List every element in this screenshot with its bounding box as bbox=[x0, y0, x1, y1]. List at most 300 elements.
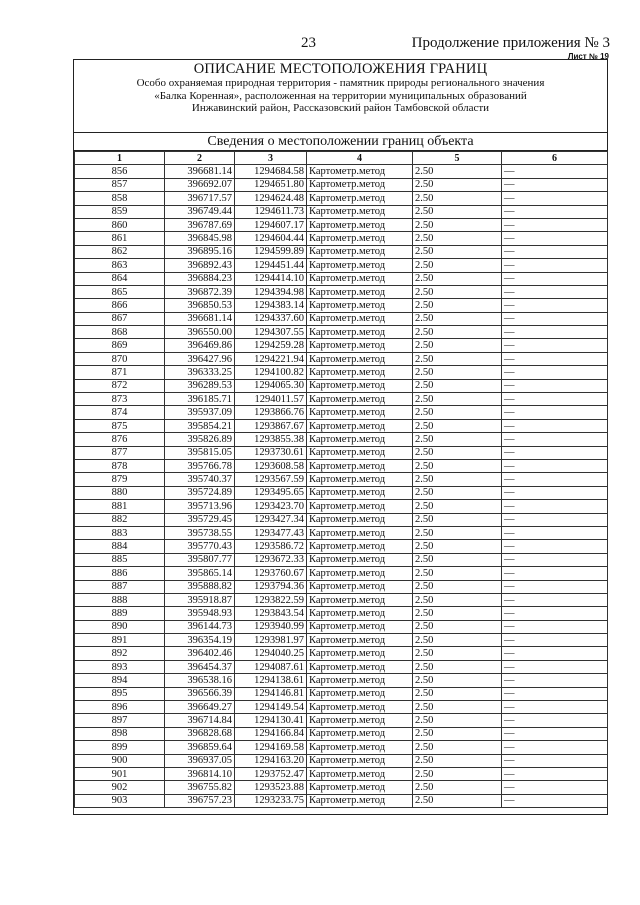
document-frame bbox=[73, 59, 608, 815]
point-number-cell: 875 bbox=[75, 419, 165, 432]
table-row bbox=[75, 526, 608, 539]
description-cell: — bbox=[502, 272, 608, 285]
y-coordinate-cell: 1293730.61 bbox=[235, 446, 307, 459]
accuracy-cell: 2.50 bbox=[413, 285, 502, 298]
y-coordinate-cell: 1293855.38 bbox=[235, 433, 307, 446]
x-coordinate-cell: 396333.25 bbox=[165, 366, 235, 379]
table-row bbox=[75, 379, 608, 392]
method-cell: Картометр.метод bbox=[307, 473, 413, 486]
y-coordinate-cell: 1294604.44 bbox=[235, 232, 307, 245]
point-number-cell: 879 bbox=[75, 473, 165, 486]
x-coordinate-cell: 395724.89 bbox=[165, 486, 235, 499]
x-coordinate-cell: 395854.21 bbox=[165, 419, 235, 432]
method-cell: Картометр.метод bbox=[307, 660, 413, 673]
accuracy-cell: 2.50 bbox=[413, 500, 502, 513]
description-cell: — bbox=[502, 741, 608, 754]
x-coordinate-cell: 396538.16 bbox=[165, 674, 235, 687]
y-coordinate-cell: 1294169.58 bbox=[235, 741, 307, 754]
x-coordinate-cell: 396289.53 bbox=[165, 379, 235, 392]
x-coordinate-cell: 395729.45 bbox=[165, 513, 235, 526]
y-coordinate-cell: 1294149.54 bbox=[235, 701, 307, 714]
coordinates-table bbox=[74, 151, 608, 808]
accuracy-cell: 2.50 bbox=[413, 607, 502, 620]
description-cell: — bbox=[502, 339, 608, 352]
description-cell: — bbox=[502, 406, 608, 419]
x-coordinate-cell: 395948.93 bbox=[165, 607, 235, 620]
method-cell: Картометр.метод bbox=[307, 794, 413, 807]
y-coordinate-cell: 1294065.30 bbox=[235, 379, 307, 392]
method-cell: Картометр.метод bbox=[307, 500, 413, 513]
point-number-cell: 874 bbox=[75, 406, 165, 419]
table-row bbox=[75, 767, 608, 780]
method-cell: Картометр.метод bbox=[307, 218, 413, 231]
method-cell: Картометр.метод bbox=[307, 192, 413, 205]
x-coordinate-cell: 395807.77 bbox=[165, 553, 235, 566]
method-cell: Картометр.метод bbox=[307, 754, 413, 767]
description-cell: — bbox=[502, 580, 608, 593]
description-cell: — bbox=[502, 647, 608, 660]
point-number-cell: 894 bbox=[75, 674, 165, 687]
point-number-cell: 867 bbox=[75, 312, 165, 325]
point-number-cell: 858 bbox=[75, 192, 165, 205]
accuracy-cell: 2.50 bbox=[413, 339, 502, 352]
y-coordinate-cell: 1293866.76 bbox=[235, 406, 307, 419]
point-number-cell: 883 bbox=[75, 526, 165, 539]
table-row bbox=[75, 647, 608, 660]
x-coordinate-cell: 396937.05 bbox=[165, 754, 235, 767]
y-coordinate-cell: 1294166.84 bbox=[235, 727, 307, 740]
point-number-cell: 892 bbox=[75, 647, 165, 660]
accuracy-cell: 2.50 bbox=[413, 205, 502, 218]
accuracy-cell: 2.50 bbox=[413, 567, 502, 580]
point-number-cell: 886 bbox=[75, 567, 165, 580]
point-number-cell: 891 bbox=[75, 634, 165, 647]
table-row bbox=[75, 393, 608, 406]
method-cell: Картометр.метод bbox=[307, 620, 413, 633]
x-coordinate-cell: 396144.73 bbox=[165, 620, 235, 633]
method-cell: Картометр.метод bbox=[307, 406, 413, 419]
table-row bbox=[75, 326, 608, 339]
description-cell: — bbox=[502, 218, 608, 231]
point-number-cell: 887 bbox=[75, 580, 165, 593]
table-row bbox=[75, 285, 608, 298]
point-number-cell: 898 bbox=[75, 727, 165, 740]
point-number-cell: 888 bbox=[75, 593, 165, 606]
table-row bbox=[75, 714, 608, 727]
method-cell: Картометр.метод bbox=[307, 245, 413, 258]
table-row bbox=[75, 245, 608, 258]
table-row bbox=[75, 446, 608, 459]
point-number-cell: 857 bbox=[75, 178, 165, 191]
column-header: 3 bbox=[235, 152, 307, 165]
x-coordinate-cell: 396872.39 bbox=[165, 285, 235, 298]
page-number: 23 bbox=[301, 35, 316, 51]
point-number-cell: 868 bbox=[75, 326, 165, 339]
point-number-cell: 877 bbox=[75, 446, 165, 459]
description-cell: — bbox=[502, 419, 608, 432]
description-line-2: «Балка Коренная», расположенная на территории муниципальных образований bbox=[154, 89, 527, 102]
accuracy-cell: 2.50 bbox=[413, 393, 502, 406]
table-row bbox=[75, 339, 608, 352]
point-number-cell: 872 bbox=[75, 379, 165, 392]
x-coordinate-cell: 396550.00 bbox=[165, 326, 235, 339]
table-row bbox=[75, 580, 608, 593]
y-coordinate-cell: 1294414.10 bbox=[235, 272, 307, 285]
y-coordinate-cell: 1293523.88 bbox=[235, 781, 307, 794]
description-cell: — bbox=[502, 620, 608, 633]
point-number-cell: 871 bbox=[75, 366, 165, 379]
y-coordinate-cell: 1293760.67 bbox=[235, 567, 307, 580]
x-coordinate-cell: 396892.43 bbox=[165, 259, 235, 272]
y-coordinate-cell: 1294146.81 bbox=[235, 687, 307, 700]
accuracy-cell: 2.50 bbox=[413, 767, 502, 780]
y-coordinate-cell: 1294651.80 bbox=[235, 178, 307, 191]
description-cell: — bbox=[502, 781, 608, 794]
x-coordinate-cell: 395937.09 bbox=[165, 406, 235, 419]
x-coordinate-cell: 395815.05 bbox=[165, 446, 235, 459]
accuracy-cell: 2.50 bbox=[413, 701, 502, 714]
accuracy-cell: 2.50 bbox=[413, 540, 502, 553]
accuracy-cell: 2.50 bbox=[413, 727, 502, 740]
description-cell: — bbox=[502, 473, 608, 486]
method-cell: Картометр.метод bbox=[307, 593, 413, 606]
y-coordinate-cell: 1294040.25 bbox=[235, 647, 307, 660]
x-coordinate-cell: 396469.86 bbox=[165, 339, 235, 352]
description-line-3: Инжавинский район, Рассказовский район Тамбовской области bbox=[191, 102, 490, 114]
table-row bbox=[75, 178, 608, 191]
y-coordinate-cell: 1293843.54 bbox=[235, 607, 307, 620]
table-row bbox=[75, 634, 608, 647]
table-row bbox=[75, 165, 608, 178]
column-header: 5 bbox=[413, 152, 502, 165]
point-number-cell: 861 bbox=[75, 232, 165, 245]
accuracy-cell: 2.50 bbox=[413, 660, 502, 673]
point-number-cell: 863 bbox=[75, 259, 165, 272]
table-row bbox=[75, 366, 608, 379]
x-coordinate-cell: 396895.16 bbox=[165, 245, 235, 258]
table-row bbox=[75, 553, 608, 566]
point-number-cell: 880 bbox=[75, 486, 165, 499]
description-cell: — bbox=[502, 526, 608, 539]
y-coordinate-cell: 1293794.36 bbox=[235, 580, 307, 593]
method-cell: Картометр.метод bbox=[307, 727, 413, 740]
point-number-cell: 881 bbox=[75, 500, 165, 513]
sheet-number: Лист № 19 bbox=[567, 52, 609, 61]
y-coordinate-cell: 1293822.59 bbox=[235, 593, 307, 606]
point-number-cell: 865 bbox=[75, 285, 165, 298]
description-line-1: Особо охраняемая природная территория - памятник природы регионального значения bbox=[136, 77, 545, 89]
y-coordinate-cell: 1293427.34 bbox=[235, 513, 307, 526]
description-cell: — bbox=[502, 607, 608, 620]
point-number-cell: 890 bbox=[75, 620, 165, 633]
method-cell: Картометр.метод bbox=[307, 366, 413, 379]
accuracy-cell: 2.50 bbox=[413, 245, 502, 258]
description-cell: — bbox=[502, 352, 608, 365]
method-cell: Картометр.метод bbox=[307, 580, 413, 593]
table-header-row bbox=[75, 152, 608, 165]
x-coordinate-cell: 396566.39 bbox=[165, 687, 235, 700]
x-coordinate-cell: 395918.87 bbox=[165, 593, 235, 606]
accuracy-cell: 2.50 bbox=[413, 714, 502, 727]
table-row bbox=[75, 567, 608, 580]
y-coordinate-cell: 1293495.65 bbox=[235, 486, 307, 499]
description-cell: — bbox=[502, 593, 608, 606]
description-cell: — bbox=[502, 634, 608, 647]
method-cell: Картометр.метод bbox=[307, 299, 413, 312]
description-cell: — bbox=[502, 754, 608, 767]
method-cell: Картометр.метод bbox=[307, 674, 413, 687]
table-row bbox=[75, 352, 608, 365]
x-coordinate-cell: 396884.23 bbox=[165, 272, 235, 285]
description-cell: — bbox=[502, 165, 608, 178]
point-number-cell: 885 bbox=[75, 553, 165, 566]
description-cell: — bbox=[502, 366, 608, 379]
accuracy-cell: 2.50 bbox=[413, 259, 502, 272]
y-coordinate-cell: 1293477.43 bbox=[235, 526, 307, 539]
x-coordinate-cell: 396454.37 bbox=[165, 660, 235, 673]
x-coordinate-cell: 396427.96 bbox=[165, 352, 235, 365]
accuracy-cell: 2.50 bbox=[413, 459, 502, 472]
table-row bbox=[75, 500, 608, 513]
description-cell: — bbox=[502, 178, 608, 191]
table-row bbox=[75, 727, 608, 740]
x-coordinate-cell: 396354.19 bbox=[165, 634, 235, 647]
point-number-cell: 893 bbox=[75, 660, 165, 673]
x-coordinate-cell: 396714.84 bbox=[165, 714, 235, 727]
accuracy-cell: 2.50 bbox=[413, 687, 502, 700]
x-coordinate-cell: 396755.82 bbox=[165, 781, 235, 794]
y-coordinate-cell: 1294599.89 bbox=[235, 245, 307, 258]
accuracy-cell: 2.50 bbox=[413, 674, 502, 687]
method-cell: Картометр.метод bbox=[307, 781, 413, 794]
y-coordinate-cell: 1294138.61 bbox=[235, 674, 307, 687]
x-coordinate-cell: 396185.71 bbox=[165, 393, 235, 406]
table-row bbox=[75, 540, 608, 553]
section-title: Сведения о местоположении границ объекта bbox=[74, 133, 607, 151]
y-coordinate-cell: 1294130.41 bbox=[235, 714, 307, 727]
method-cell: Картометр.метод bbox=[307, 607, 413, 620]
description-cell: — bbox=[502, 486, 608, 499]
y-coordinate-cell: 1294307.55 bbox=[235, 326, 307, 339]
y-coordinate-cell: 1293752.47 bbox=[235, 767, 307, 780]
point-number-cell: 896 bbox=[75, 701, 165, 714]
y-coordinate-cell: 1294011.57 bbox=[235, 393, 307, 406]
table-body bbox=[75, 165, 608, 808]
accuracy-cell: 2.50 bbox=[413, 486, 502, 499]
point-number-cell: 856 bbox=[75, 165, 165, 178]
accuracy-cell: 2.50 bbox=[413, 299, 502, 312]
description-cell: — bbox=[502, 245, 608, 258]
method-cell: Картометр.метод bbox=[307, 553, 413, 566]
continuation-label: Продолжение приложения № 3 bbox=[411, 35, 610, 51]
table-row bbox=[75, 794, 608, 807]
point-number-cell: 859 bbox=[75, 205, 165, 218]
description-cell: — bbox=[502, 767, 608, 780]
accuracy-cell: 2.50 bbox=[413, 473, 502, 486]
y-coordinate-cell: 1294611.73 bbox=[235, 205, 307, 218]
point-number-cell: 864 bbox=[75, 272, 165, 285]
point-number-cell: 866 bbox=[75, 299, 165, 312]
point-number-cell: 873 bbox=[75, 393, 165, 406]
y-coordinate-cell: 1293867.67 bbox=[235, 419, 307, 432]
description-cell: — bbox=[502, 379, 608, 392]
method-cell: Картометр.метод bbox=[307, 647, 413, 660]
table-row bbox=[75, 620, 608, 633]
method-cell: Картометр.метод bbox=[307, 339, 413, 352]
accuracy-cell: 2.50 bbox=[413, 419, 502, 432]
point-number-cell: 897 bbox=[75, 714, 165, 727]
accuracy-cell: 2.50 bbox=[413, 192, 502, 205]
accuracy-cell: 2.50 bbox=[413, 593, 502, 606]
accuracy-cell: 2.50 bbox=[413, 366, 502, 379]
description-cell: — bbox=[502, 446, 608, 459]
y-coordinate-cell: 1294259.28 bbox=[235, 339, 307, 352]
accuracy-cell: 2.50 bbox=[413, 634, 502, 647]
x-coordinate-cell: 396859.64 bbox=[165, 741, 235, 754]
description-cell: — bbox=[502, 540, 608, 553]
accuracy-cell: 2.50 bbox=[413, 526, 502, 539]
accuracy-cell: 2.50 bbox=[413, 620, 502, 633]
method-cell: Картометр.метод bbox=[307, 767, 413, 780]
x-coordinate-cell: 395770.43 bbox=[165, 540, 235, 553]
point-number-cell: 899 bbox=[75, 741, 165, 754]
x-coordinate-cell: 396757.23 bbox=[165, 794, 235, 807]
accuracy-cell: 2.50 bbox=[413, 312, 502, 325]
y-coordinate-cell: 1294383.14 bbox=[235, 299, 307, 312]
y-coordinate-cell: 1294087.61 bbox=[235, 660, 307, 673]
point-number-cell: 860 bbox=[75, 218, 165, 231]
description-cell: — bbox=[502, 727, 608, 740]
y-coordinate-cell: 1293233.75 bbox=[235, 794, 307, 807]
table-row bbox=[75, 660, 608, 673]
table-row bbox=[75, 513, 608, 526]
description-cell: — bbox=[502, 567, 608, 580]
x-coordinate-cell: 396681.14 bbox=[165, 165, 235, 178]
table-row bbox=[75, 687, 608, 700]
description-cell: — bbox=[502, 285, 608, 298]
x-coordinate-cell: 395888.82 bbox=[165, 580, 235, 593]
table-row bbox=[75, 459, 608, 472]
point-number-cell: 869 bbox=[75, 339, 165, 352]
table-row bbox=[75, 607, 608, 620]
table-row bbox=[75, 486, 608, 499]
y-coordinate-cell: 1293586.72 bbox=[235, 540, 307, 553]
table-row bbox=[75, 433, 608, 446]
column-header: 4 bbox=[307, 152, 413, 165]
table-row bbox=[75, 259, 608, 272]
x-coordinate-cell: 396845.98 bbox=[165, 232, 235, 245]
point-number-cell: 889 bbox=[75, 607, 165, 620]
x-coordinate-cell: 396649.27 bbox=[165, 701, 235, 714]
table-row bbox=[75, 205, 608, 218]
y-coordinate-cell: 1293672.33 bbox=[235, 553, 307, 566]
description-cell: — bbox=[502, 205, 608, 218]
x-coordinate-cell: 396749.44 bbox=[165, 205, 235, 218]
description-cell: — bbox=[502, 192, 608, 205]
accuracy-cell: 2.50 bbox=[413, 379, 502, 392]
description-cell: — bbox=[502, 393, 608, 406]
x-coordinate-cell: 395865.14 bbox=[165, 567, 235, 580]
description-cell: — bbox=[502, 312, 608, 325]
y-coordinate-cell: 1293423.70 bbox=[235, 500, 307, 513]
table-row bbox=[75, 473, 608, 486]
x-coordinate-cell: 396850.53 bbox=[165, 299, 235, 312]
table-row bbox=[75, 272, 608, 285]
header-block bbox=[74, 60, 607, 133]
y-coordinate-cell: 1294163.20 bbox=[235, 754, 307, 767]
description-cell: — bbox=[502, 459, 608, 472]
method-cell: Картометр.метод bbox=[307, 567, 413, 580]
table-row bbox=[75, 754, 608, 767]
y-coordinate-cell: 1294100.82 bbox=[235, 366, 307, 379]
accuracy-cell: 2.50 bbox=[413, 794, 502, 807]
table-row bbox=[75, 701, 608, 714]
column-header: 2 bbox=[165, 152, 235, 165]
accuracy-cell: 2.50 bbox=[413, 218, 502, 231]
accuracy-cell: 2.50 bbox=[413, 741, 502, 754]
x-coordinate-cell: 395766.78 bbox=[165, 459, 235, 472]
accuracy-cell: 2.50 bbox=[413, 232, 502, 245]
description-cell: — bbox=[502, 714, 608, 727]
point-number-cell: 902 bbox=[75, 781, 165, 794]
x-coordinate-cell: 396814.10 bbox=[165, 767, 235, 780]
accuracy-cell: 2.50 bbox=[413, 178, 502, 191]
accuracy-cell: 2.50 bbox=[413, 326, 502, 339]
method-cell: Картометр.метод bbox=[307, 687, 413, 700]
point-number-cell: 895 bbox=[75, 687, 165, 700]
table-row bbox=[75, 218, 608, 231]
y-coordinate-cell: 1294607.17 bbox=[235, 218, 307, 231]
x-coordinate-cell: 396402.46 bbox=[165, 647, 235, 660]
accuracy-cell: 2.50 bbox=[413, 553, 502, 566]
x-coordinate-cell: 395740.37 bbox=[165, 473, 235, 486]
column-header: 1 bbox=[75, 152, 165, 165]
method-cell: Картометр.метод bbox=[307, 486, 413, 499]
table-row bbox=[75, 674, 608, 687]
point-number-cell: 870 bbox=[75, 352, 165, 365]
y-coordinate-cell: 1293940.99 bbox=[235, 620, 307, 633]
method-cell: Картометр.метод bbox=[307, 326, 413, 339]
column-header: 6 bbox=[502, 152, 608, 165]
table-row bbox=[75, 232, 608, 245]
point-number-cell: 862 bbox=[75, 245, 165, 258]
description-cell: — bbox=[502, 513, 608, 526]
table-row bbox=[75, 419, 608, 432]
table-row bbox=[75, 406, 608, 419]
table-row bbox=[75, 299, 608, 312]
point-number-cell: 882 bbox=[75, 513, 165, 526]
method-cell: Картометр.метод bbox=[307, 701, 413, 714]
table-row bbox=[75, 781, 608, 794]
description-cell: — bbox=[502, 660, 608, 673]
y-coordinate-cell: 1294394.98 bbox=[235, 285, 307, 298]
x-coordinate-cell: 396681.14 bbox=[165, 312, 235, 325]
accuracy-cell: 2.50 bbox=[413, 781, 502, 794]
y-coordinate-cell: 1294624.48 bbox=[235, 192, 307, 205]
x-coordinate-cell: 395826.89 bbox=[165, 433, 235, 446]
method-cell: Картометр.метод bbox=[307, 352, 413, 365]
point-number-cell: 878 bbox=[75, 459, 165, 472]
method-cell: Картометр.метод bbox=[307, 379, 413, 392]
x-coordinate-cell: 395738.55 bbox=[165, 526, 235, 539]
y-coordinate-cell: 1294221.94 bbox=[235, 352, 307, 365]
description-cell: — bbox=[502, 701, 608, 714]
method-cell: Картометр.метод bbox=[307, 272, 413, 285]
x-coordinate-cell: 396828.68 bbox=[165, 727, 235, 740]
method-cell: Картометр.метод bbox=[307, 634, 413, 647]
point-number-cell: 903 bbox=[75, 794, 165, 807]
method-cell: Картометр.метод bbox=[307, 526, 413, 539]
